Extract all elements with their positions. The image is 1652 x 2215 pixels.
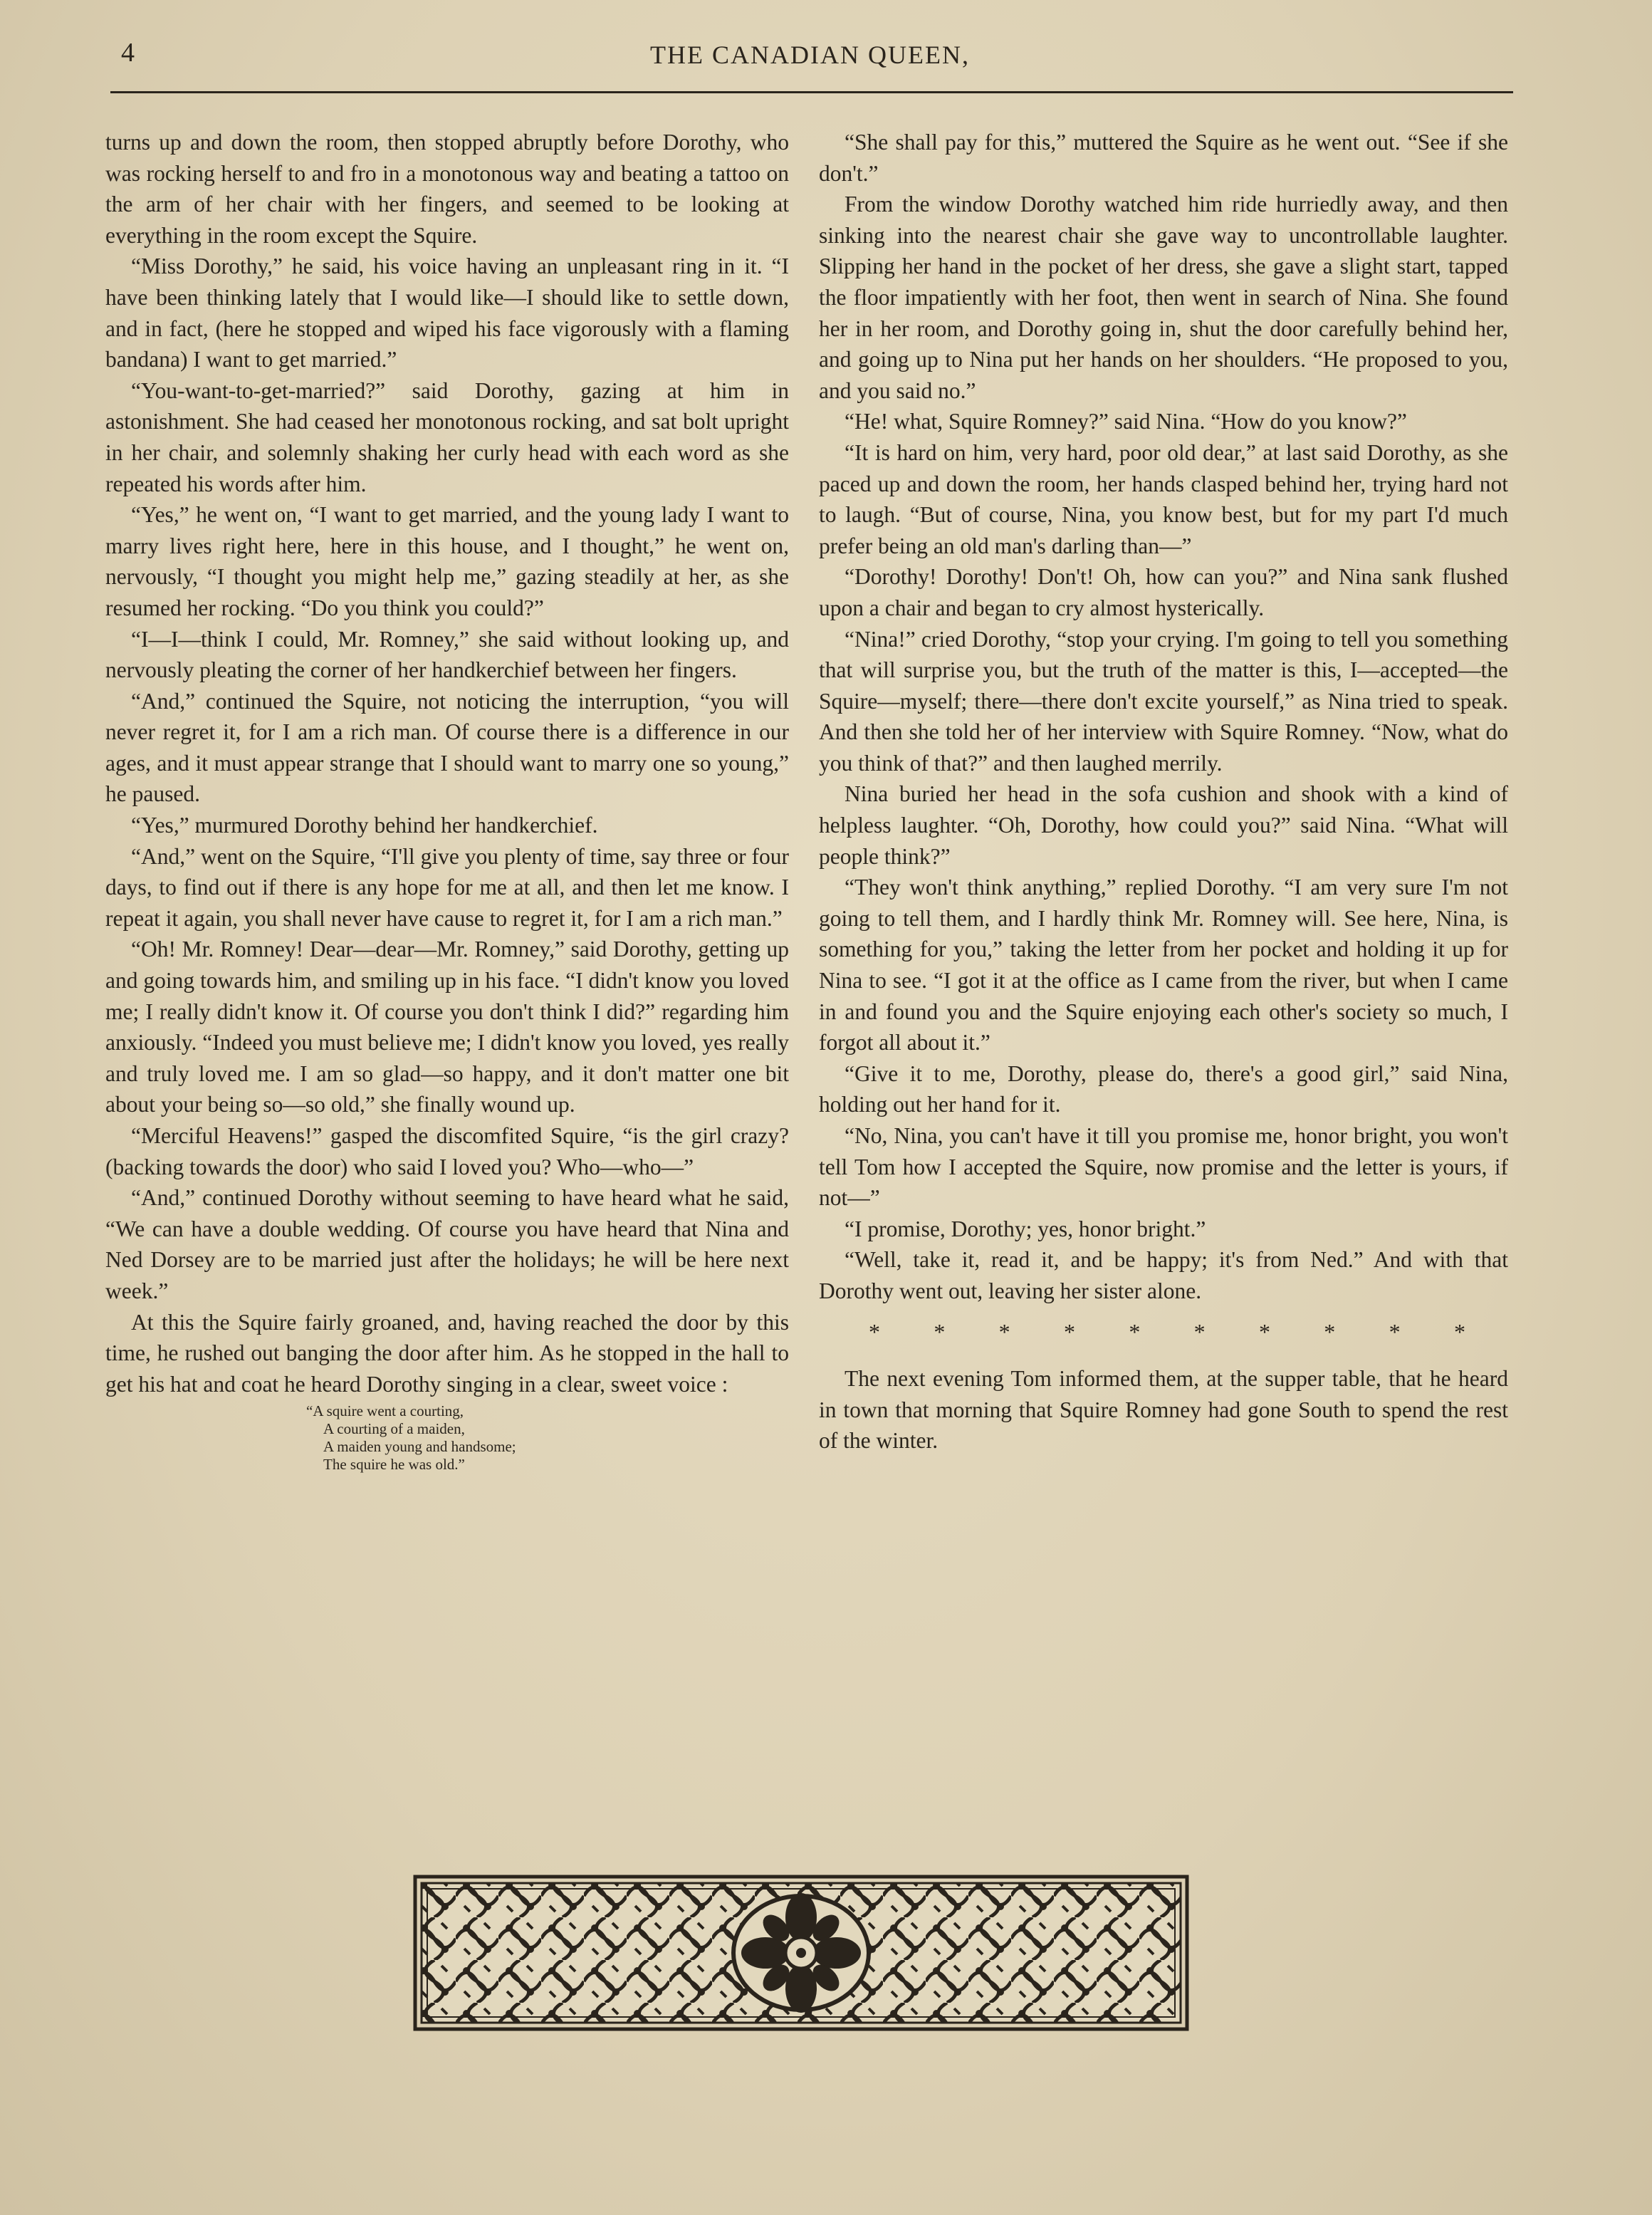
paragraph: From the window Dorothy watched him ride hurriedly away, and then sinking into the nearest chair she gave way to uncontrollable laughter. Slipping her hand in the pocket of her dress, she gave a slight start, tapped the floor impatiently with her foot, then went in search of Nina. She found her in her room, and Dorothy going in, shut the door carefully behind her, and going up to Nina put her hands on her shoulders. “He proposed to you, and you said no.” bbox=[819, 192, 1508, 403]
paragraph: “I promise, Dorothy; yes, honor bright.” bbox=[845, 1216, 1206, 1241]
paragraph: “I—I—think I could, Mr. Romney,” she said without looking up, and nervously pleating the corner of her handkerchief between her fingers. bbox=[105, 626, 789, 683]
separator-star: * bbox=[1324, 1318, 1336, 1345]
paragraph: “No, Nina, you can't have it till you promise me, honor bright, you won't tell Tom how I accepted the Squire, now promise and the letter is yours, if not—” bbox=[819, 1123, 1508, 1211]
paragraph: “Merciful Heavens!” gasped the discomfited Squire, “is the girl crazy? (backing towards the door) who said I loved you? Who—who—” bbox=[105, 1123, 789, 1179]
paragraph: “And,” went on the Squire, “I'll give you plenty of time, say three or four days, to find out if there is any hope for me at all, and then let me know. I repeat it again, you shall never have cause to regret it, for I am a rich man.” bbox=[105, 843, 789, 931]
paragraph: “She shall pay for this,” muttered the Squire as he went out. “See if she don't.” bbox=[819, 130, 1508, 186]
paragraph: “It is hard on him, very hard, poor old dear,” at last said Dorothy, as she paced up and down the room, her hands clasped behind her, trying hard not to laugh. “But of course, Nina, you know best, but for my part I'd much prefer being an old man's darling than—” bbox=[819, 439, 1508, 558]
running-head bbox=[107, 37, 1513, 80]
paragraph: “Well, take it, read it, and be happy; it's from Ned.” And with that Dorothy went out, leaving her sister alone. bbox=[819, 1247, 1508, 1303]
paragraph: “They won't think anything,” replied Dorothy. “I am very sure I'm not going to tell them, and I hardly think Mr. Romney will. See here, Nina, is something for you,” taking the letter from her pocket and holding it up for Nina to see. “I got it at the office as I came from the river, but when I came in and found you and the Squire enjoying each other's society so much, I forgot all about it.” bbox=[819, 875, 1508, 1056]
verse-line: “A squire went a courting, bbox=[306, 1402, 464, 1420]
verse-line: The squire he was old.” bbox=[323, 1456, 465, 1474]
separator-star: * bbox=[998, 1318, 1010, 1345]
paragraph: At this the Squire fairly groaned, and, having reached the door by this time, he rushed out banging the door after him. As he stopped in the hall to get his hat and coat he heard Dorothy singing in a clear, sweet voice : bbox=[105, 1309, 789, 1397]
paragraph: Nina buried her head in the sofa cushion and shook with a kind of helpless laughter. “Oh, Dorothy, how could you?” said Nina. “What will people think?” bbox=[819, 781, 1508, 869]
right-column bbox=[819, 127, 1508, 1456]
page-number: 4 bbox=[121, 38, 135, 68]
floral-ornament-icon bbox=[413, 1875, 1189, 2031]
separator-star: * bbox=[1193, 1318, 1206, 1345]
closing-paragraph: The next evening Tom informed them, at the supper table, that he heard in town that morning that Squire Romney had gone South to spend the rest of the winter. bbox=[819, 1366, 1508, 1454]
left-column bbox=[105, 127, 789, 1474]
paragraph: “Miss Dorothy,” he said, his voice having an unpleasant ring in it. “I have been thinking lately that I would like—I should like to settle down, and in fact, (here he stopped and wiped his face vigorously with a flaming bandana) I want to get married.” bbox=[105, 254, 789, 372]
paragraph: “Nina!” cried Dorothy, “stop your crying. I'm going to tell you something that will surprise you, but the truth of the matter is this, I—accepted—the Squire—myself; there—there don't excite yourself,” as Nina tried to speak. And then she told her of her interview with Squire Romney. “Now, what do you think of that?” and then laughed merrily. bbox=[819, 626, 1508, 776]
paragraph: “And,” continued the Squire, not noticing the interruption, “you will never regret it, for I am a rich man. Of course there is a difference in our ages, and it must appear strange that I should want to marry one so young,” he paused. bbox=[105, 688, 789, 807]
verse-block bbox=[306, 1402, 789, 1474]
separator-star: * bbox=[1258, 1318, 1270, 1345]
header-rule bbox=[110, 91, 1513, 93]
paragraph: “He! what, Squire Romney?” said Nina. “How do you know?” bbox=[845, 409, 1407, 434]
paragraph: “Yes,” he went on, “I want to get married, and the young lady I want to marry lives right here, here in this house, and I thought,” he went on, nervously, “I thought you might help me,” gazing steadily at her, as she resumed her rocking. “Do you think you could?” bbox=[105, 502, 789, 620]
verse-line: A courting of a maiden, bbox=[323, 1420, 465, 1438]
separator-star: * bbox=[1129, 1318, 1141, 1345]
section-separator bbox=[819, 1307, 1508, 1364]
verse-line: A maiden young and handsome; bbox=[323, 1438, 516, 1456]
separator-star: * bbox=[934, 1318, 946, 1345]
separator-star: * bbox=[869, 1318, 880, 1345]
paragraph: “You-want-to-get-married?” said Dorothy, gazing at him in astonishment. She had ceased her monotonous rocking, and sat bolt upright in her chair, and solemnly shaking her curly head with each word as she repeated his words after him. bbox=[105, 377, 789, 496]
separator-star: * bbox=[1453, 1318, 1465, 1345]
separator-star: * bbox=[1389, 1318, 1401, 1345]
paragraph: “Yes,” murmured Dorothy behind her handkerchief. bbox=[131, 813, 598, 838]
paragraph: “Give it to me, Dorothy, please do, there's a good girl,” said Nina, holding out her hand for it. bbox=[819, 1060, 1508, 1117]
paragraph: “Oh! Mr. Romney! Dear—dear—Mr. Romney,” said Dorothy, getting up and going towards him, and smiling up in his face. “I didn't know you loved me; I really didn't know it. Of course you don't think I did?” regarding him anxiously. “Indeed you must believe me; I didn't know you loved, yes really and truly loved me. I am so glad—so happy, and it don't matter one bit about your being so—so old,” she finally wound up. bbox=[105, 937, 789, 1117]
paragraph: turns up and down the room, then stopped abruptly before Dorothy, who was rocking herself to and fro in a monotonous way and beating a tattoo on the arm of her chair with her fingers, and seemed to be looking at everything in the room except the Squire. bbox=[105, 130, 789, 248]
journal-title: THE CANADIAN QUEEN, bbox=[650, 41, 970, 69]
paragraph: “And,” continued Dorothy without seeming to have heard what he said, “We can have a double wedding. Of course you have heard that Nina and Ned Dorsey are to be married just after the holidays; he will be here next week.” bbox=[105, 1185, 789, 1303]
paragraph: “Dorothy! Dorothy! Don't! Oh, how can you?” and Nina sank flushed upon a chair and began to cry almost hysterically. bbox=[819, 564, 1508, 620]
separator-star: * bbox=[1063, 1318, 1075, 1345]
